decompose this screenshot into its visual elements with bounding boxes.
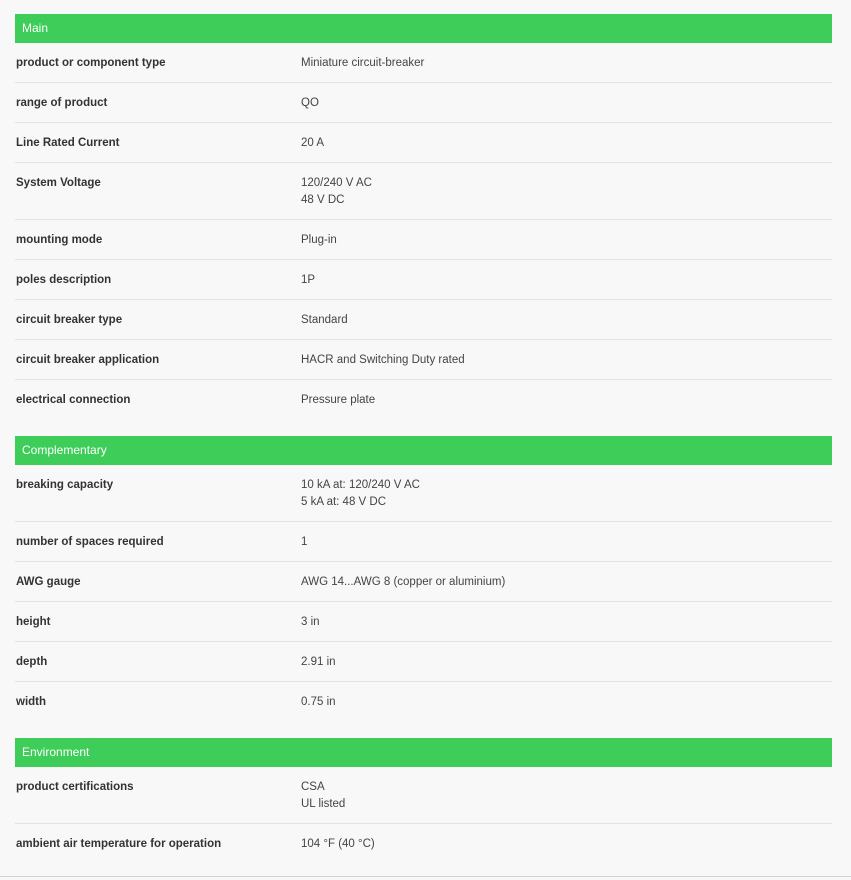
spec-label: depth [16, 656, 48, 668]
spec-label: circuit breaker type [16, 314, 123, 326]
spec-row [15, 340, 832, 380]
bottom-divider [0, 876, 851, 877]
spec-row [15, 682, 832, 722]
spec-value [301, 654, 336, 671]
spec-value-line: Miniature circuit-breaker [301, 57, 425, 69]
spec-row [15, 562, 832, 602]
spec-value [301, 312, 348, 329]
spec-value-line: QO [301, 97, 319, 109]
spec-label: System Voltage [16, 177, 101, 189]
spec-value [301, 272, 315, 289]
spec-label: product certifications [16, 781, 134, 793]
spec-value-line: 20 A [301, 137, 325, 149]
spec-value-line: 5 kA at: 48 V DC [301, 496, 387, 508]
spec-row [15, 465, 832, 522]
spec-row [15, 43, 832, 83]
spec-value [301, 352, 465, 369]
spec-value-line: AWG 14...AWG 8 (copper or aluminium) [301, 576, 506, 588]
spec-value [301, 392, 375, 409]
spec-value [301, 55, 424, 72]
spec-value [301, 95, 319, 112]
spec-row [15, 83, 832, 123]
spec-row [15, 642, 832, 682]
spec-label: poles description [16, 274, 112, 286]
section-header-complementary: Complementary [15, 436, 832, 465]
spec-value [301, 836, 375, 853]
spec-row [15, 300, 832, 340]
spec-row [15, 220, 832, 260]
spec-value-line: 120/240 V AC [301, 177, 372, 189]
spec-row [15, 380, 832, 420]
spec-label: Line Rated Current [16, 137, 120, 149]
spec-row [15, 767, 832, 824]
spec-label: electrical connection [16, 394, 131, 406]
spec-value-line: Plug-in [301, 234, 337, 246]
spec-value-line: CSA [301, 781, 325, 793]
spec-value-line: Pressure plate [301, 394, 376, 406]
spec-value-line: HACR and Switching Duty rated [301, 354, 465, 366]
spec-value [301, 175, 372, 209]
spec-label: number of spaces required [16, 536, 164, 548]
section-header-environment: Environment [15, 738, 832, 767]
spec-value [301, 779, 345, 813]
spec-value [301, 477, 420, 511]
spec-label: range of product [16, 97, 108, 109]
spec-value-line: 48 V DC [301, 194, 345, 206]
spec-label: breaking capacity [16, 479, 114, 491]
spec-label: height [16, 616, 51, 628]
spec-value-line: 3 in [301, 616, 320, 628]
spec-value [301, 232, 337, 249]
spec-value-line: 2.91 in [301, 656, 336, 668]
spec-value-line: 104 °F (40 °C) [301, 838, 375, 850]
spec-value [301, 534, 307, 551]
spec-value [301, 135, 324, 152]
spec-label: width [16, 696, 47, 708]
spec-row [15, 163, 832, 220]
spec-value-line: 1 [301, 536, 308, 548]
spec-row [15, 602, 832, 642]
spec-value-line: 0.75 in [301, 696, 336, 708]
spec-value [301, 574, 505, 591]
spec-row [15, 522, 832, 562]
spec-value [301, 614, 320, 631]
spec-value-line: UL listed [301, 798, 346, 810]
spec-label: mounting mode [16, 234, 103, 246]
spec-row [15, 123, 832, 163]
spec-value-line: 1P [301, 274, 316, 286]
spec-label: product or component type [16, 57, 166, 69]
section-header-main: Main [15, 14, 832, 43]
spec-label: AWG gauge [16, 576, 81, 588]
spec-row [15, 824, 832, 864]
spec-label: circuit breaker application [16, 354, 160, 366]
spec-value-line: 10 kA at: 120/240 V AC [301, 479, 420, 491]
spec-value-line: Standard [301, 314, 348, 326]
spec-row [15, 260, 832, 300]
spec-label: ambient air temperature for operation [16, 838, 222, 850]
spec-value [301, 694, 336, 711]
